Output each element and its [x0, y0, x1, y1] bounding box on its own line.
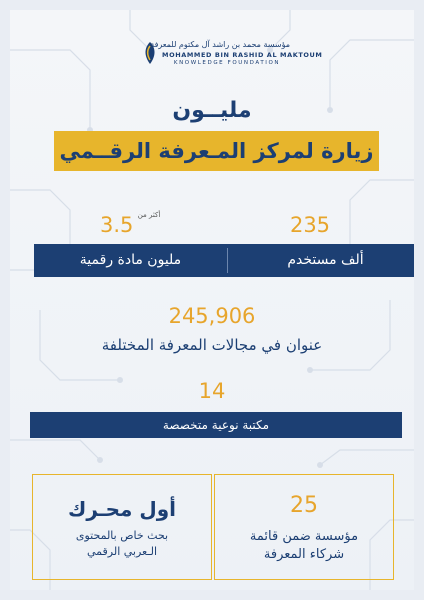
headline-million: مليــون: [172, 98, 252, 123]
items-prefix: أكثر من: [137, 211, 161, 219]
partners-number: 25: [290, 493, 318, 518]
engine-line1: بحث خاص بالمحتوى: [75, 529, 169, 542]
items-number: 3.5: [100, 213, 134, 237]
logo-arabic-name: مؤسسة محمد بن راشد آل مكتوم للمعرفة: [150, 40, 290, 49]
users-label: ألف مستخدم: [287, 252, 364, 268]
libraries-number: 14: [198, 379, 226, 403]
engine-title: أول محـرك: [67, 497, 176, 521]
users-number: 235: [289, 213, 331, 237]
headline-banner: [54, 131, 379, 171]
logo-english-subtitle: KNOWLEDGE FOUNDATION: [173, 60, 281, 66]
foundation-logo: [140, 40, 323, 74]
libraries-bar: [30, 412, 402, 438]
partners-box: [214, 474, 394, 580]
infographic-card: [10, 10, 414, 590]
search-engine-box: [32, 474, 212, 580]
items-label: مليون مادة رقمية: [79, 252, 182, 268]
stats-bar-divider: [227, 248, 228, 273]
titles-label: عنوان في مجالات المعرفة المختلفة: [101, 336, 323, 354]
logo-english-name: MOHAMMED BIN RASHID AL MAKTOUM: [162, 51, 323, 59]
titles-number: 245,906: [168, 304, 256, 328]
libraries-label: مكتبة نوعية متخصصة: [162, 418, 270, 432]
engine-line2: الـعربي الرقمي: [87, 545, 157, 558]
partners-line1: مؤسسة ضمن قائمة: [249, 529, 359, 544]
partners-line2: شركاء المعرفة: [263, 547, 345, 562]
stats-bar: [34, 244, 414, 277]
headline-banner-text: زيارة لمركز المـعرفة الرقــمي: [59, 139, 374, 163]
